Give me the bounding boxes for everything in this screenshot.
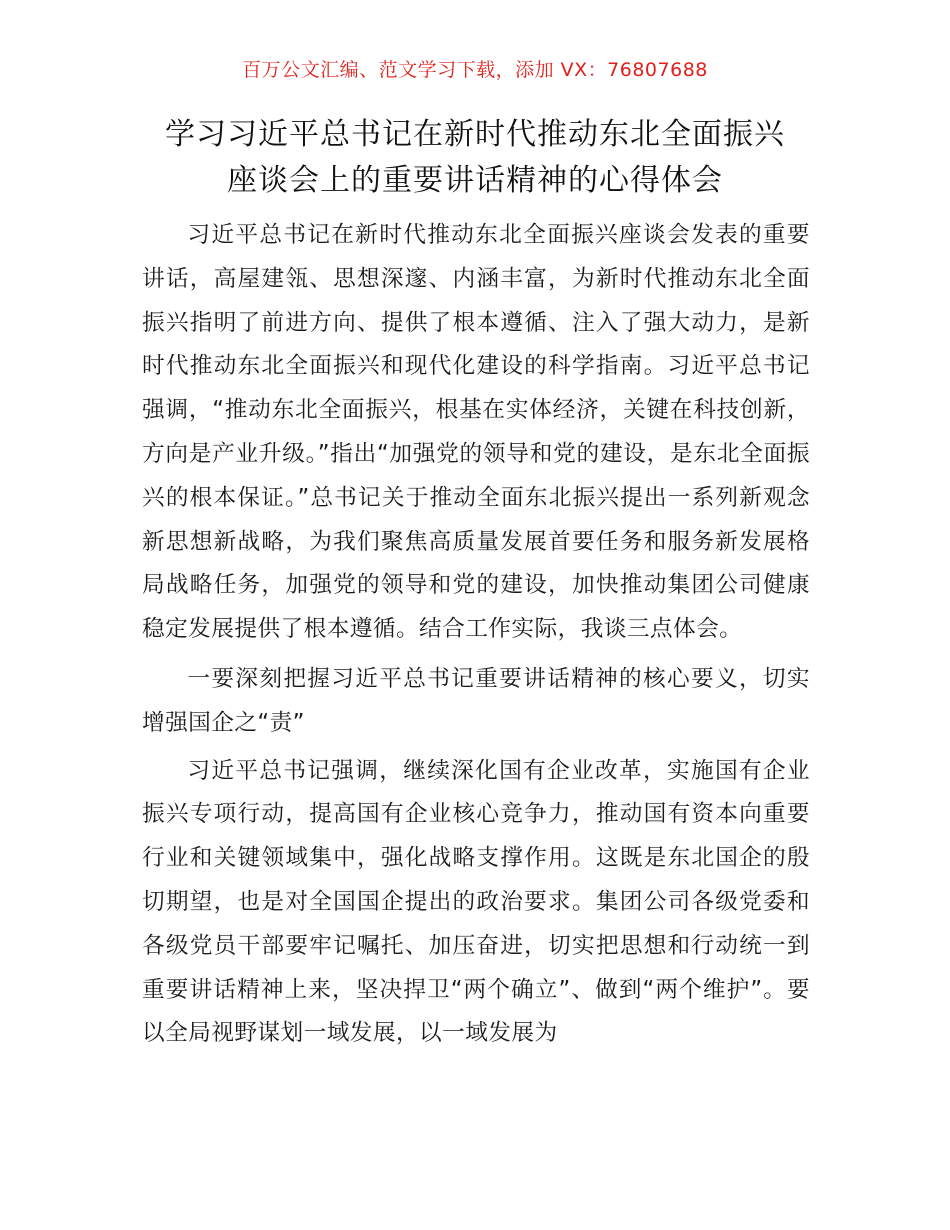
document-title xyxy=(140,112,810,204)
paragraph-intro: 习近平总书记在新时代推动东北全面振兴座谈会发表的重要讲话，高屋建瓴、思想深邃、内涵丰富，为新时代推动东北全面振兴指明了前进方向、提供了根本遵循、注入了强大动力，是新时代推动东北全面振兴和现代化建设的科学指南。习近平总书记强调，“推动东北全面振兴，根基在实体经济，关键在科技创新，方向是产业升级。”指出“加强党的领导和党的建设，是东北全面振兴的根本保证。”总书记关于推动全面东北振兴提出一系列新观念新思想新战略，为我们聚焦高质量发展首要任务和服务新发展格局战略任务，加强党的领导和党的建设，加快推动集团公司健康稳定发展提供了根本遵循。结合工作实际，我谈三点体会。 xyxy=(142,222,810,643)
title-line-1: 学习习近平总书记在新时代推动东北全面振兴 xyxy=(165,117,785,152)
document-body xyxy=(142,214,810,1062)
section-heading-1: 一要深刻把握习近平总书记重要讲话精神的核心要义，切实增强国企之“责” xyxy=(142,665,810,736)
paragraph-section-1: 习近平总书记强调，继续深化国有企业改革，实施国有企业振兴专项行动，提高国有企业核心竞争力，推动国有资本向重要行业和关键领域集中，强化战略支撑作用。这既是东北国企的殷切期望，也是对全国国企提出的政治要求。集团公司各级党委和各级党员干部要牢记嘱托、加压奋进，切实把思想和行动统一到重要讲话精神上来，坚决捍卫“两个确立”、做到“两个维护”。要以全局视野谋划一域发展，以一域发展为 xyxy=(142,757,810,1047)
download-banner: 百万公文汇编、范文学习下载，添加 VX：76807688 xyxy=(242,59,708,81)
title-line-2: 座谈会上的重要讲话精神的心得体会 xyxy=(227,163,723,198)
